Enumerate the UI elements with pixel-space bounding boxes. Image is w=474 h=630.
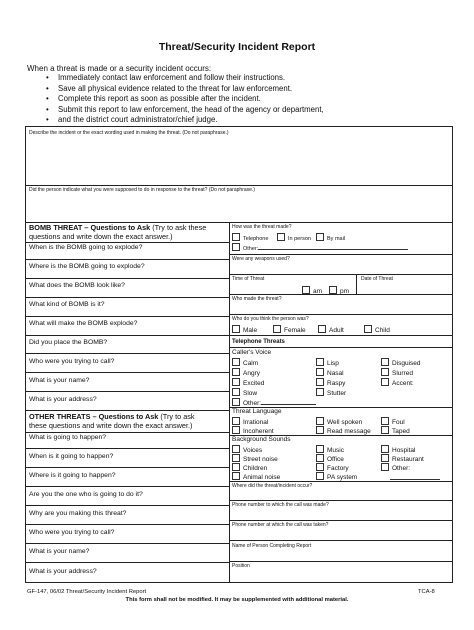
by-mail-label: By mail bbox=[327, 236, 346, 242]
voices-checkbox[interactable] bbox=[232, 445, 240, 453]
phone-made-label: Phone number to which the call was made? bbox=[232, 502, 329, 508]
language-option: Read message bbox=[327, 428, 371, 435]
other-sound-checkbox[interactable] bbox=[381, 463, 389, 471]
sound-option: Street noise bbox=[243, 456, 278, 463]
sound-option: PA system bbox=[327, 474, 358, 481]
excited-checkbox[interactable] bbox=[232, 378, 240, 386]
bomb-question: Who were you trying to call? bbox=[29, 358, 115, 365]
other-question: What is going to happen? bbox=[29, 434, 107, 441]
bomb-threat-heading: BOMB THREAT – Questions to Ask (Try to ask these questions and write down the exact answer.) bbox=[29, 223, 207, 241]
language-option: Taped bbox=[392, 428, 410, 435]
male-label: Male bbox=[243, 327, 258, 334]
irrational-checkbox[interactable] bbox=[232, 417, 240, 425]
child-checkbox[interactable] bbox=[364, 325, 372, 333]
how-made-label: How was the threat made? bbox=[232, 224, 292, 230]
bullet-continuation: • and the district court administrator/chief judge. bbox=[58, 115, 388, 126]
language-option: Well spoken bbox=[327, 419, 363, 426]
bullet-item: • Immediately contact law enforcement and follow their instructions. bbox=[58, 73, 388, 84]
other-threats-heading: OTHER THREATS – Questions to Ask (Try to ask these questions and write down the exact answer.) bbox=[29, 412, 195, 430]
bomb-question: What is your address? bbox=[29, 396, 97, 403]
other-method-field[interactable] bbox=[258, 249, 408, 250]
angry-checkbox[interactable] bbox=[232, 368, 240, 376]
sound-option: Other: bbox=[392, 465, 411, 472]
voice-option: Stutter bbox=[327, 390, 347, 397]
weapons-label: Were any weapons used? bbox=[232, 256, 290, 262]
threat-language-heading: Threat Language bbox=[232, 408, 282, 415]
hospital-checkbox[interactable] bbox=[381, 445, 389, 453]
phone-taken-label: Phone number at which the call was taken? bbox=[232, 522, 329, 528]
other-question: Are you the one who is going to do it? bbox=[29, 491, 143, 498]
adult-checkbox[interactable] bbox=[318, 325, 326, 333]
slow-checkbox[interactable] bbox=[232, 388, 240, 396]
language-option: Foul bbox=[392, 419, 405, 426]
time-label: Time of Threat bbox=[232, 276, 265, 282]
voice-option: Excited bbox=[243, 380, 265, 387]
children-checkbox[interactable] bbox=[232, 463, 240, 471]
voice-option: Disguised bbox=[392, 360, 421, 367]
music-checkbox[interactable] bbox=[316, 445, 324, 453]
footer-note: This form shall not be modified. It may be supplemented with additional material. bbox=[125, 597, 349, 603]
other-voice-checkbox[interactable] bbox=[232, 398, 240, 406]
animal-noise-checkbox[interactable] bbox=[232, 472, 240, 480]
read-message-checkbox[interactable] bbox=[316, 426, 324, 434]
adult-label: Adult bbox=[329, 327, 344, 334]
other-voice-field[interactable] bbox=[261, 404, 316, 405]
sound-option: Animal noise bbox=[243, 474, 281, 481]
other-question: Who were you trying to call? bbox=[29, 529, 115, 536]
voice-option: Angry bbox=[243, 370, 260, 377]
bullet-item: • Submit this report to law enforcement, the head of the agency or department, bbox=[58, 105, 388, 116]
office-checkbox[interactable] bbox=[316, 454, 324, 462]
background-sounds-heading: Background Sounds bbox=[232, 436, 291, 443]
pm-checkbox[interactable] bbox=[329, 286, 337, 294]
am-checkbox[interactable] bbox=[302, 286, 310, 294]
bomb-question: When is the BOMB going to explode? bbox=[29, 244, 143, 251]
pa-system-checkbox[interactable] bbox=[316, 472, 324, 480]
bullet-item: • Save all physical evidence related to the threat for law enforcement. bbox=[58, 84, 388, 95]
form-code: TCA-8 bbox=[418, 589, 435, 595]
voice-option: Slurred bbox=[392, 370, 413, 377]
calm-checkbox[interactable] bbox=[232, 358, 240, 366]
response-field[interactable] bbox=[27, 194, 451, 221]
street-noise-checkbox[interactable] bbox=[232, 454, 240, 462]
voice-option: Slow bbox=[243, 390, 258, 397]
describe-field[interactable] bbox=[27, 137, 451, 185]
bomb-question: What does the BOMB look like? bbox=[29, 282, 125, 289]
telephone-label: Telephone bbox=[243, 236, 269, 242]
female-checkbox[interactable] bbox=[273, 325, 281, 333]
instructions-list bbox=[58, 73, 388, 126]
lisp-checkbox[interactable] bbox=[316, 358, 324, 366]
disguised-checkbox[interactable] bbox=[381, 358, 389, 366]
date-label: Date of Threat bbox=[361, 276, 393, 282]
well-spoken-checkbox[interactable] bbox=[316, 417, 324, 425]
response-label: Did the person indicate what you were supposed to do in response to the threat? (Do not paraphrase.) bbox=[29, 187, 255, 193]
bomb-question: What is your name? bbox=[29, 377, 90, 384]
sound-option: Music bbox=[327, 447, 344, 454]
other-method-label: Other: bbox=[243, 246, 259, 252]
other-question: What is your address? bbox=[29, 568, 97, 575]
voice-option: Other: bbox=[243, 400, 262, 407]
factory-checkbox[interactable] bbox=[316, 463, 324, 471]
bomb-question: Did you place the BOMB? bbox=[29, 339, 108, 346]
telephone-checkbox[interactable] bbox=[232, 233, 240, 241]
sound-option: Office bbox=[327, 456, 344, 463]
stutter-checkbox[interactable] bbox=[316, 388, 324, 396]
voice-option: Lisp bbox=[327, 360, 339, 367]
child-label: Child bbox=[375, 327, 390, 334]
bullet-item: • Complete this report as soon as possible after the incident. bbox=[58, 94, 388, 105]
incoherent-checkbox[interactable] bbox=[232, 426, 240, 434]
sound-option: Hospital bbox=[392, 447, 416, 454]
telephone-threats-heading: Telephone Threats bbox=[232, 339, 285, 345]
other-sound-field[interactable] bbox=[390, 479, 440, 480]
sound-option: Restaurant bbox=[392, 456, 424, 463]
bomb-question: What kind of BOMB is it? bbox=[29, 301, 105, 308]
male-checkbox[interactable] bbox=[232, 325, 240, 333]
report-form bbox=[25, 126, 453, 583]
by-mail-checkbox[interactable] bbox=[316, 233, 324, 241]
voice-option: Accent: bbox=[392, 380, 414, 387]
position-label: Position bbox=[232, 563, 250, 569]
sound-option: Factory bbox=[327, 465, 349, 472]
where-occur-label: Where did the threat/incident occur? bbox=[232, 483, 313, 489]
page-title: Threat/Security Incident Report bbox=[158, 41, 316, 53]
language-option: Incoherent bbox=[243, 428, 274, 435]
restaurant-checkbox[interactable] bbox=[381, 454, 389, 462]
raspy-checkbox[interactable] bbox=[316, 378, 324, 386]
voice-option: Calm bbox=[243, 360, 259, 367]
bomb-question: What will make the BOMB explode? bbox=[29, 320, 138, 327]
who-think-label: Who do you think the person was? bbox=[232, 316, 309, 322]
female-label: Female bbox=[284, 327, 306, 334]
bomb-question: Where is the BOMB going to explode? bbox=[29, 263, 145, 270]
callers-voice-heading: Caller's Voice bbox=[232, 349, 272, 356]
in-person-checkbox[interactable] bbox=[277, 233, 285, 241]
other-method-checkbox[interactable] bbox=[232, 243, 240, 251]
sound-option: Voices bbox=[243, 447, 263, 454]
other-question: Why are you making this threat? bbox=[29, 510, 127, 517]
nasal-checkbox[interactable] bbox=[316, 368, 324, 376]
name-completing-label: Name of Person Completing Report bbox=[232, 543, 312, 549]
other-question: When is it going to happen? bbox=[29, 453, 114, 460]
foul-checkbox[interactable] bbox=[381, 417, 389, 425]
voice-option: Raspy bbox=[327, 380, 346, 387]
describe-label: Describe the incident or the exact wording used in making the threat. (Do not paraphrase.) bbox=[29, 130, 229, 136]
voice-option: Nasal bbox=[327, 370, 344, 377]
pm-label: pm bbox=[340, 288, 350, 295]
slurred-checkbox[interactable] bbox=[381, 368, 389, 376]
other-question: Where is it going to happen? bbox=[29, 472, 116, 479]
who-made-label: Who made the threat? bbox=[232, 296, 282, 302]
accent-checkbox[interactable] bbox=[381, 378, 389, 386]
other-question: What is your name? bbox=[29, 548, 90, 555]
taped-checkbox[interactable] bbox=[381, 426, 389, 434]
intro-text: When a threat is made or a security incident occurs: bbox=[27, 64, 212, 73]
in-person-label: In person bbox=[288, 236, 311, 242]
am-label: am bbox=[313, 288, 323, 295]
sound-option: Children bbox=[243, 465, 268, 472]
form-number: GF-147, 06/02 Threat/Security Incident Report bbox=[27, 589, 147, 595]
language-option: Irrational bbox=[243, 419, 269, 426]
